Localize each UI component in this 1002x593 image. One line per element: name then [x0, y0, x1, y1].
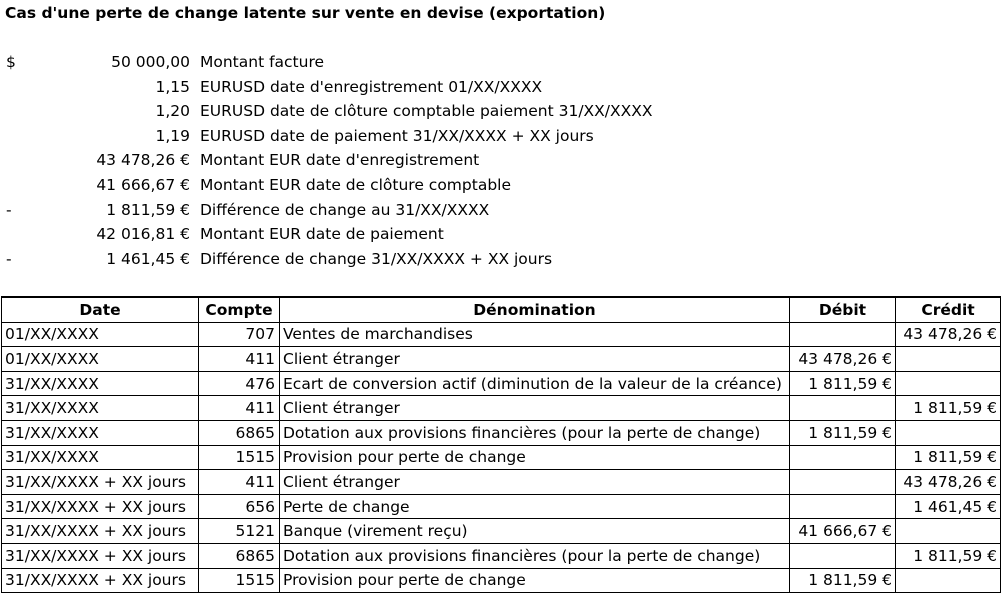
- calc-label: Différence de change au 31/XX/XXXX: [200, 200, 490, 219]
- calc-amount: 1,20: [155, 102, 190, 121]
- cell-date: 31/XX/XXXX: [2, 420, 199, 445]
- cell-denomination: Banque (virement reçu): [280, 519, 790, 544]
- cell-debit: 1 811,59 €: [790, 420, 896, 445]
- calc-label: Montant EUR date de paiement: [200, 225, 444, 244]
- cell-credit: 43 478,26 €: [896, 470, 1001, 495]
- cell-account: 6865: [199, 543, 280, 568]
- table-row: [2, 420, 1001, 445]
- cell-debit: [790, 494, 896, 519]
- calc-row-eur-registration: [0, 148, 1002, 173]
- table-row: [2, 470, 1001, 495]
- page-title: Cas d'une perte de change latente sur vente en devise (exportation): [5, 4, 606, 22]
- calc-label: EURUSD date d'enregistrement 01/XX/XXXX: [200, 77, 543, 96]
- calc-amount: 1 461,45 €: [106, 249, 190, 268]
- calc-amount: 42 016,81 €: [96, 225, 190, 244]
- cell-credit: 1 811,59 €: [896, 543, 1001, 568]
- cell-credit: [896, 568, 1001, 593]
- currency-symbol: $: [6, 53, 16, 71]
- column-header-credit: Crédit: [896, 297, 1001, 322]
- cell-account: 6865: [199, 420, 280, 445]
- cell-date: 31/XX/XXXX: [2, 445, 199, 470]
- calc-amount: 1 811,59 €: [106, 200, 190, 219]
- table-row: [2, 494, 1001, 519]
- cell-debit: [790, 396, 896, 421]
- cell-date: 31/XX/XXXX: [2, 396, 199, 421]
- calc-amount: 1,15: [155, 77, 190, 96]
- calc-row-eur-payment: [0, 222, 1002, 247]
- calculation-block: [0, 50, 1002, 271]
- calc-label: EURUSD date de clôture comptable paiement 31/XX/XXXX: [200, 102, 653, 121]
- cell-credit: [896, 371, 1001, 396]
- calc-row-eur-closing: [0, 173, 1002, 198]
- cell-credit: [896, 347, 1001, 372]
- journal-table: [1, 296, 1001, 593]
- cell-debit: 1 811,59 €: [790, 568, 896, 593]
- calc-row-rate-payment: [0, 124, 1002, 149]
- calc-row-diff-closing: [0, 198, 1002, 223]
- cell-account: 411: [199, 347, 280, 372]
- calc-amount: 41 666,67 €: [96, 175, 190, 194]
- cell-debit: [790, 543, 896, 568]
- minus-sign: -: [6, 249, 12, 268]
- calc-amount: 50 000,00: [111, 53, 190, 71]
- table-row: [2, 568, 1001, 593]
- cell-account: 707: [199, 322, 280, 347]
- calc-row-rate-closing: [0, 99, 1002, 124]
- cell-account: 476: [199, 371, 280, 396]
- cell-date: 31/XX/XXXX + XX jours: [2, 568, 199, 593]
- cell-denomination: Ecart de conversion actif (diminution de la valeur de la créance): [280, 371, 790, 396]
- table-row: [2, 519, 1001, 544]
- cell-debit: 1 811,59 €: [790, 371, 896, 396]
- calc-label: Montant facture: [200, 53, 325, 71]
- cell-debit: 43 478,26 €: [790, 347, 896, 372]
- cell-denomination: Provision pour perte de change: [280, 445, 790, 470]
- calc-amount: 1,19: [155, 126, 190, 145]
- cell-denomination: Dotation aux provisions financières (pour la perte de change): [280, 543, 790, 568]
- calc-row-rate-registration: [0, 75, 1002, 100]
- calc-row-invoice-amount: [0, 50, 1002, 75]
- cell-credit: 1 811,59 €: [896, 396, 1001, 421]
- cell-credit: [896, 519, 1001, 544]
- cell-denomination: Ventes de marchandises: [280, 322, 790, 347]
- calc-row-diff-payment: [0, 247, 1002, 272]
- cell-denomination: Client étranger: [280, 470, 790, 495]
- cell-date: 31/XX/XXXX + XX jours: [2, 543, 199, 568]
- calc-amount: 43 478,26 €: [96, 151, 190, 170]
- cell-credit: 43 478,26 €: [896, 322, 1001, 347]
- table-row: [2, 371, 1001, 396]
- cell-credit: [896, 420, 1001, 445]
- cell-account: 411: [199, 396, 280, 421]
- cell-denomination: Dotation aux provisions financières (pour la perte de change): [280, 420, 790, 445]
- cell-account: 5121: [199, 519, 280, 544]
- calc-label: EURUSD date de paiement 31/XX/XXXX + XX jours: [200, 126, 594, 145]
- cell-denomination: Client étranger: [280, 396, 790, 421]
- cell-account: 656: [199, 494, 280, 519]
- cell-denomination: Provision pour perte de change: [280, 568, 790, 593]
- column-header-denomination: Dénomination: [280, 297, 790, 322]
- cell-debit: [790, 322, 896, 347]
- column-header-date: Date: [2, 297, 199, 322]
- cell-date: 31/XX/XXXX + XX jours: [2, 519, 199, 544]
- cell-credit: 1 811,59 €: [896, 445, 1001, 470]
- cell-date: 01/XX/XXXX: [2, 347, 199, 372]
- cell-date: 01/XX/XXXX: [2, 322, 199, 347]
- calc-label: Montant EUR date d'enregistrement: [200, 151, 480, 170]
- cell-account: 411: [199, 470, 280, 495]
- cell-account: 1515: [199, 445, 280, 470]
- cell-debit: 41 666,67 €: [790, 519, 896, 544]
- calc-label: Différence de change 31/XX/XXXX + XX jours: [200, 249, 553, 268]
- cell-credit: 1 461,45 €: [896, 494, 1001, 519]
- table-row: [2, 322, 1001, 347]
- column-header-debit: Débit: [790, 297, 896, 322]
- table-header-row: [2, 297, 1001, 322]
- cell-date: 31/XX/XXXX: [2, 371, 199, 396]
- cell-denomination: Perte de change: [280, 494, 790, 519]
- cell-date: 31/XX/XXXX + XX jours: [2, 470, 199, 495]
- cell-date: 31/XX/XXXX + XX jours: [2, 494, 199, 519]
- cell-denomination: Client étranger: [280, 347, 790, 372]
- table-row: [2, 347, 1001, 372]
- cell-account: 1515: [199, 568, 280, 593]
- table-row: [2, 445, 1001, 470]
- table-row: [2, 396, 1001, 421]
- cell-debit: [790, 445, 896, 470]
- minus-sign: -: [6, 200, 12, 219]
- calc-label: Montant EUR date de clôture comptable: [200, 175, 512, 194]
- table-row: [2, 543, 1001, 568]
- column-header-account: Compte: [199, 297, 280, 322]
- cell-debit: [790, 470, 896, 495]
